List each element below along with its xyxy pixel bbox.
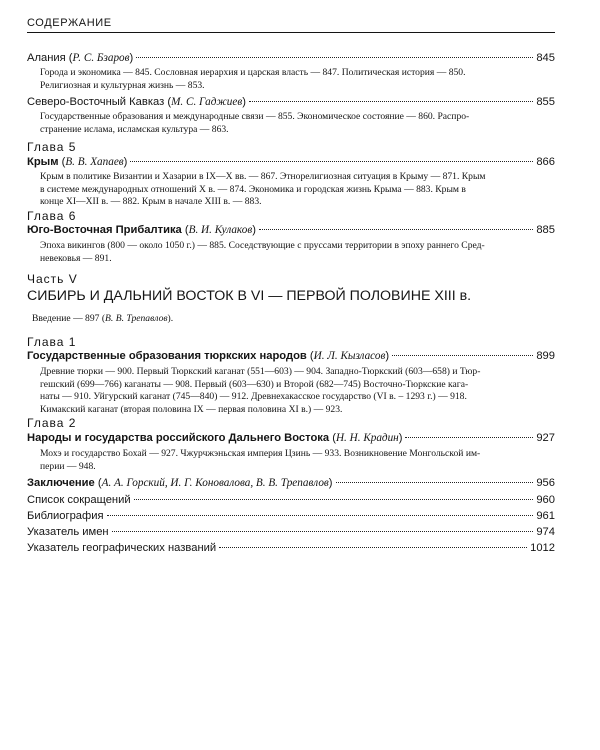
subtopic-line: Мохэ и государство Бохай — 927. Чжурчжэньская империя Цзинь — 933. Возникновение Монгольской им- (40, 448, 481, 459)
toc-entry-turkic[interactable]: Государственные образования тюркских народов (И. Л. Кызласов) 899 (27, 350, 555, 362)
entry-author: В. В. Хапаев (65, 156, 124, 168)
entry-title: Указатель имен (27, 526, 109, 538)
page-number: 961 (536, 510, 555, 522)
page-number: 927 (536, 432, 555, 444)
entry-author: Н. Н. Крадин (335, 432, 399, 444)
dot-leader (136, 57, 533, 58)
page-number: 845 (536, 52, 555, 64)
entry-title: Государственные образования тюркских народов (27, 350, 307, 362)
subtopic-line: странение ислама, исламская культура — 863. (40, 123, 229, 135)
subtopic-line: невековья — 891. (40, 252, 112, 264)
part-introduction[interactable]: Введение — 897 (В. В. Трепавлов). (32, 313, 174, 324)
subtopic-line: Государственные образования и международные связи — 855. Экономическое состояние — 860. Распро- (40, 111, 470, 122)
entry-subtopics (40, 171, 532, 209)
entry-subtopics (40, 111, 532, 136)
entry-title: Указатель географических названий (27, 542, 217, 554)
dot-leader (107, 515, 534, 516)
toc-entry-bibliography[interactable] (27, 510, 555, 525)
chapter-heading: Глава 5 (27, 140, 77, 154)
part-label: Часть V (27, 272, 78, 286)
entry-subtopics (40, 67, 532, 92)
chapter-heading: Глава 2 (27, 416, 77, 430)
page-number: 866 (536, 156, 555, 168)
toc-entry-ne-caucasus[interactable]: Северо-Восточный Кавказ (М. С. Гаджиев) 855 (27, 96, 555, 108)
page-number: 899 (536, 350, 555, 362)
entry-title: Народы и государства российского Дальнего Востока (27, 432, 330, 444)
subtopic-line: в системе международных отношений X в. — 874. Экономика и городская жизнь Крыма — 883. Крым в (40, 183, 466, 195)
dot-leader (134, 499, 534, 500)
subtopic-line: Кимакский каганат (вторая половина IX — первая половина XI в.) — 923. (40, 403, 343, 415)
entry-title: Алания (27, 52, 66, 64)
subtopic-line: Религиозная и культурная жизнь — 853. (40, 79, 205, 91)
entry-subtopics (40, 366, 532, 416)
entry-subtopics (40, 240, 532, 265)
toc-entry-far-east[interactable]: Народы и государства российского Дальнего Востока (Н. Н. Крадин) 927 (27, 432, 555, 444)
subtopic-line: перии — 948. (40, 460, 96, 472)
page-number: 885 (536, 224, 555, 236)
page-number: 960 (536, 494, 555, 506)
page-number: 956 (536, 477, 555, 489)
entry-title: Заключение (27, 477, 95, 489)
entry-title: Юго-Восточная Прибалтика (27, 224, 182, 236)
entry-subtopics (40, 448, 532, 473)
entry-title: Крым (27, 156, 59, 168)
dot-leader (112, 531, 534, 532)
toc-entry-abbreviations[interactable] (27, 494, 555, 509)
running-header: СОДЕРЖАНИЕ (27, 17, 555, 33)
dot-leader (405, 437, 533, 438)
subtopic-line: Города и экономика — 845. Сословная иерархия и царская власть — 847. Политическая история — 850. (40, 67, 466, 78)
entry-author: А. А. Горский, И. Г. Коновалова, В. В. Трепавлов (101, 477, 329, 489)
entry-author: М. С. Гаджиев (171, 96, 243, 108)
chapter-heading: Глава 6 (27, 209, 77, 223)
chapter-heading: Глава 1 (27, 335, 77, 349)
toc-entry-baltic[interactable]: Юго-Восточная Прибалтика (В. И. Кулаков) 885 (27, 224, 555, 236)
entry-author: В. И. Кулаков (188, 224, 253, 236)
toc-entry-geo-index[interactable] (27, 542, 555, 557)
toc-entry-alania[interactable]: Алания (Р. С. Бзаров) 845 (27, 52, 555, 64)
subtopic-line: Эпоха викингов (800 — около 1050 г.) — 885. Соседствующие с пруссами территории в эпоху раннего Сред- (40, 240, 485, 251)
entry-title: Список сокращений (27, 494, 131, 506)
part-title: СИБИРЬ И ДАЛЬНИЙ ВОСТОК В VI — ПЕРВОЙ ПОЛОВИНЕ XIII в. (27, 288, 472, 304)
toc-entry-crimea[interactable]: Крым (В. В. Хапаев) 866 (27, 156, 555, 168)
subtopic-line: гешский (699—766) каганаты — 908. Первый (603—630) и Второй (682—745) Восточно-Тюркские кага- (40, 378, 469, 390)
intro-text: Введение — 897 (32, 313, 100, 324)
entry-author: И. Л. Кызласов (313, 350, 386, 362)
dot-leader (219, 547, 527, 548)
intro-author: В. В. Трепавлов (105, 313, 168, 324)
dot-leader (249, 101, 533, 102)
page-number: 855 (536, 96, 555, 108)
subtopic-line: Крым в политике Византии и Хазарии в IX—X вв. — 867. Этнорелигиозная ситуация в Крыму — 871. Крым (40, 171, 486, 182)
page-number: 1012 (530, 542, 555, 554)
entry-author: Р. С. Бзаров (72, 52, 130, 64)
entry-title: Библиография (27, 510, 104, 522)
dot-leader (130, 161, 533, 162)
subtopic-line: конце XI—XII в. — 882. Крым в начале XIII в. — 883. (40, 196, 262, 207)
subtopic-line: наты — 910. Уйгурский каганат (745—840) — 912. Древнехакасское государство (VI в. – 1293 г.) — 918. (40, 391, 467, 402)
toc-entry-name-index[interactable] (27, 526, 555, 541)
page-number: 974 (536, 526, 555, 538)
entry-title: Северо-Восточный Кавказ (27, 96, 165, 108)
dot-leader (392, 355, 533, 356)
dot-leader (259, 229, 533, 230)
dot-leader (336, 482, 534, 483)
toc-entry-conclusion[interactable]: Заключение (А. А. Горский, И. Г. Коновалова, В. В. Трепавлов) 956 (27, 477, 555, 489)
subtopic-line: Древние тюрки — 900. Первый Тюркский каганат (551—603) — 904. Западно-Тюркский (603—658) и Тюр- (40, 366, 481, 377)
